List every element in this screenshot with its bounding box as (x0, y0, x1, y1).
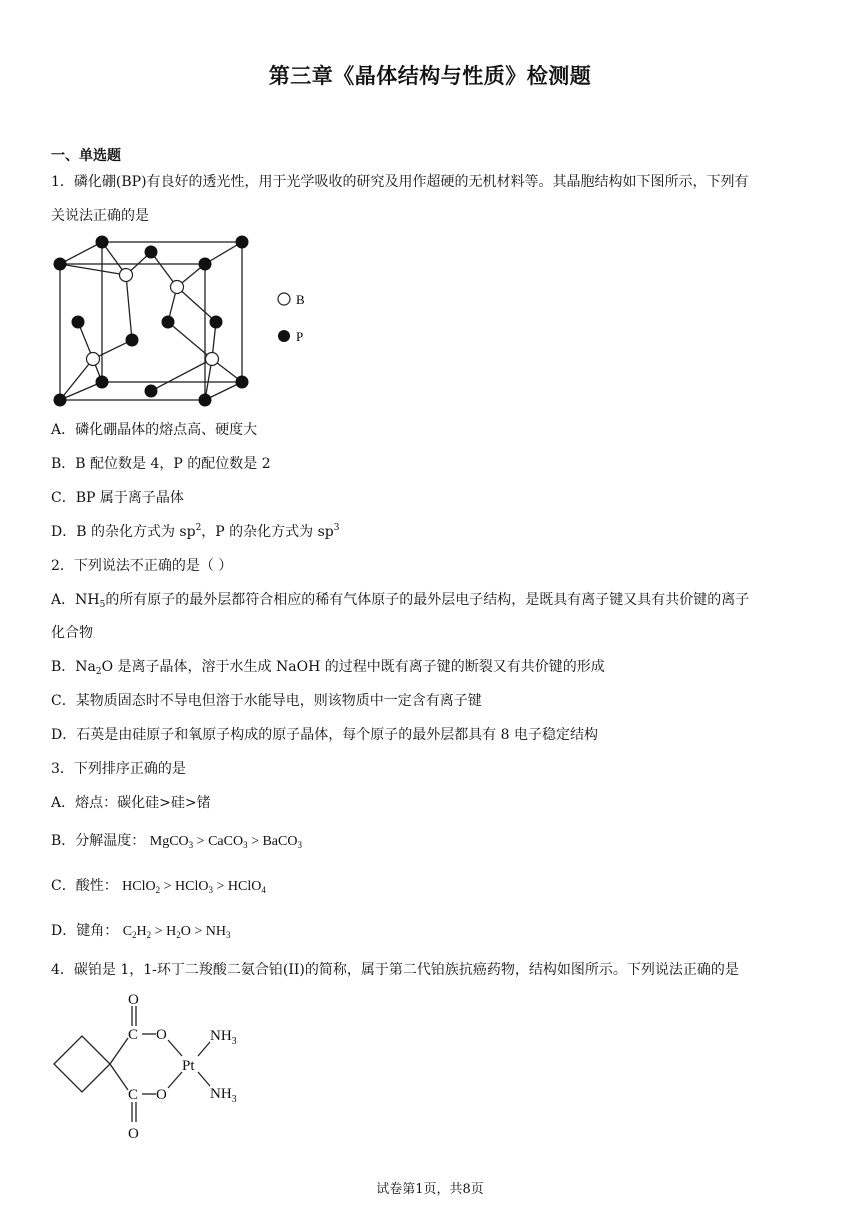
q4-stem: 4．碳铂是 1，1-环丁二羧酸二氨合铂(II)的简称，属于第二代铂族抗癌药物，结构如图所示。下列说法正确的是 (51, 962, 739, 978)
q3-option-d: D．键角： $C_2H_2 > H_2O > NH_3$ (51, 923, 231, 940)
q1-option-a: A．磷化硼晶体的熔点高、硬度大 (51, 422, 258, 438)
atom-o-upper: O (156, 1027, 167, 1043)
atom-o-top: O (128, 992, 139, 1008)
q3-stem: 3．下列排序正确的是 (51, 761, 186, 777)
legend-b-label: B (296, 292, 305, 307)
q1-option-c: C．BP 属于离子晶体 (51, 490, 184, 506)
q2-option-a-line2: 化合物 (51, 625, 93, 641)
q1-stem-line1: 1．磷化硼(BP)有良好的透光性，用于光学吸收的研究及用作超硬的无机材料等。其晶胞结构如下图所示，下列有 (51, 174, 749, 190)
q3-option-b: B．分解温度： MgCO$_3$ > CaCO$_3$ > BaCO$_3$ (51, 833, 302, 850)
section-heading: 一、单选题 (51, 148, 121, 164)
atom-o-bottom: O (128, 1126, 139, 1140)
bp-crystal-cell-figure (48, 234, 318, 410)
legend-p-label: P (296, 329, 304, 344)
q2-option-d: D．石英是由硅原子和氧原子构成的原子晶体，每个原子的最外层都具有 8 电子稳定结构 (51, 727, 599, 743)
q1-stem-line2: 关说法正确的是 (51, 208, 149, 224)
atom-pt: Pt (182, 1058, 195, 1074)
q1-option-d: D．B 的杂化方式为 $sp^2$，P 的杂化方式为 $sp^3$ (51, 523, 340, 540)
page-footer: 试卷第1页，共8页 (376, 1182, 484, 1197)
atom-nh3-lower: $NH_3$ (210, 1086, 237, 1105)
carboplatin-structure-figure (48, 990, 258, 1140)
q3-option-a: A．熔点：碳化硅>硅>锗 (51, 795, 211, 811)
atom-nh3-upper: $NH_3$ (210, 1028, 237, 1047)
q2-option-c: C．某物质固态时不导电但溶于水能导电，则该物质中一定含有离子键 (51, 693, 482, 709)
atom-c-upper: C (128, 1027, 139, 1043)
q2-option-b: B．$Na_2O$ 是离子晶体，溶于水生成 NaOH 的过程中既有离子键的断裂又有共价键的形成 (51, 659, 605, 677)
q1-option-b: B．B 配位数是 4，P 的配位数是 2 (51, 456, 271, 472)
q2-stem: 2．下列说法不正确的是（ ） (51, 558, 233, 574)
page-title: 第三章《晶体结构与性质》检测题 (268, 63, 592, 88)
atom-c-lower: C (128, 1087, 139, 1103)
q3-option-c: C．酸性： HClO$_2$ > HClO$_3$ > HClO$_4$ (51, 878, 266, 895)
q2-option-a: A．$NH_5$的所有原子的最外层都符合相应的稀有气体原子的最外层电子结构，是既具有离子键又具有共价键的离子 (51, 592, 750, 610)
atom-o-lower: O (156, 1087, 167, 1103)
